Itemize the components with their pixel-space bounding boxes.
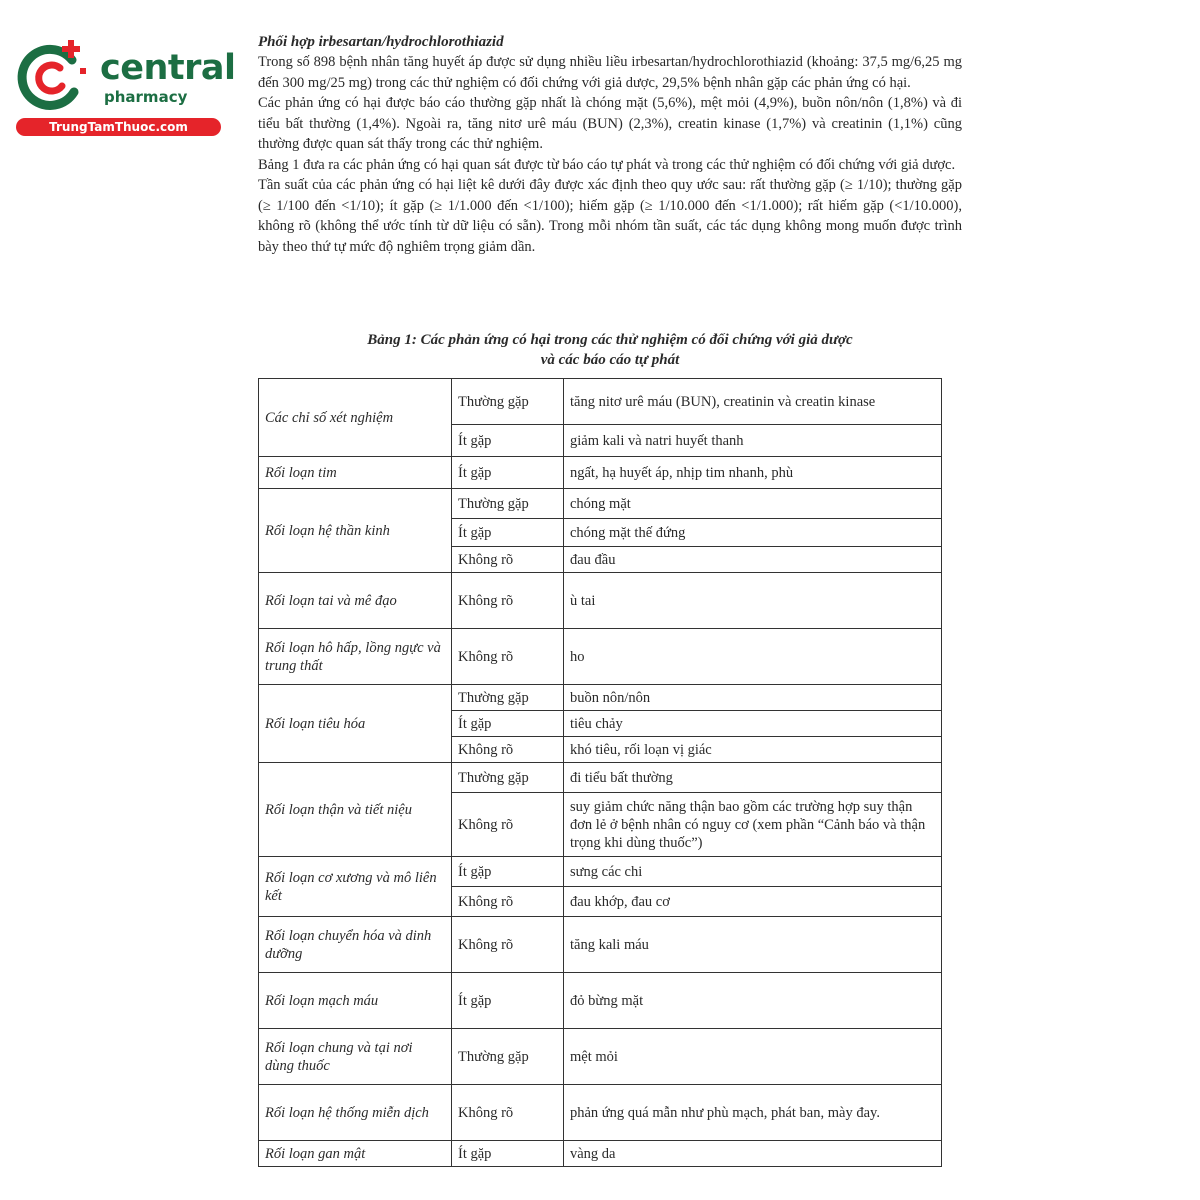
effect-cell: suy giảm chức năng thận bao gồm các trường hợp suy thận đơn lẻ ở bệnh nhân có nguy cơ (xem phần “Cảnh báo và thận trọng khi dùng thuốc”): [564, 793, 942, 857]
frequency-cell: Không rõ: [452, 547, 564, 573]
frequency-cell: Ít gặp: [452, 519, 564, 547]
table-row: [259, 763, 942, 793]
brand-logo: [12, 38, 236, 138]
frequency-cell: Ít gặp: [452, 857, 564, 887]
effect-cell: chóng mặt thế đứng: [564, 519, 942, 547]
frequency-cell: Ít gặp: [452, 711, 564, 737]
frequency-cell: Không rõ: [452, 917, 564, 973]
frequency-cell: Thường gặp: [452, 1029, 564, 1085]
table-row: [259, 917, 942, 973]
frequency-cell: Thường gặp: [452, 489, 564, 519]
table-caption-line: Bảng 1: Các phản ứng có hại trong các thử nghiệm có đối chứng với giả dược: [367, 332, 853, 348]
effect-cell: đau khớp, đau cơ: [564, 887, 942, 917]
paragraph: Tần suất của các phản ứng có hại liệt kê dưới đây được xác định theo quy ước sau: rất thường gặp (≥ 1/10); thường gặp (≥ 1/100 đến <1/10); ít gặp (≥ 1/1.000 đến <1/100); hiếm gặp (≥ 1/10.000 đến <1/1.000); rất hiếm gặp (<1/10.000), không rõ (không thể ước tính từ dữ liệu có sẵn). Trong mỗi nhóm tần suất, các tác dụng không mong muốn được trình bày theo thứ tự mức độ nghiêm trọng giảm dần.: [258, 177, 962, 255]
frequency-cell: Không rõ: [452, 1085, 564, 1141]
effect-cell: tiêu chảy: [564, 711, 942, 737]
organ-system-cell: Rối loạn hệ thần kinh: [259, 489, 452, 573]
effect-cell: ù tai: [564, 573, 942, 629]
effect-cell: vàng da: [564, 1141, 942, 1167]
table-row: [259, 489, 942, 519]
organ-system-cell: Rối loạn chung và tại nơi dùng thuốc: [259, 1029, 452, 1085]
paragraph: Trong số 898 bệnh nhân tăng huyết áp được sử dụng nhiều liều irbesartan/hydrochlorothiazid (khoảng: 37,5 mg/6,25 mg đến 300 mg/25 mg) trong các thử nghiệm có đối chứng với giả dược, 29,5% bệnh nhân gặp các phản ứng có hại.: [258, 54, 962, 91]
frequency-cell: Thường gặp: [452, 685, 564, 711]
effect-cell: tăng kali máu: [564, 917, 942, 973]
frequency-cell: Ít gặp: [452, 973, 564, 1029]
document-body: [258, 32, 962, 257]
effect-cell: mệt mỏi: [564, 1029, 942, 1085]
frequency-cell: Ít gặp: [452, 457, 564, 489]
effect-cell: chóng mặt: [564, 489, 942, 519]
table-row: [259, 973, 942, 1029]
table-row: [259, 457, 942, 489]
effect-cell: phản ứng quá mẫn như phù mạch, phát ban, mày đay.: [564, 1085, 942, 1141]
frequency-cell: Không rõ: [452, 737, 564, 763]
brand-url: TrungTamThuoc.com: [16, 118, 221, 136]
effect-cell: đau đầu: [564, 547, 942, 573]
table-row: [259, 629, 942, 685]
paragraph: Bảng 1 đưa ra các phản ứng có hại quan sát được từ báo cáo tự phát và trong các thử nghiệm có đối chứng với giả dược.: [258, 156, 956, 173]
organ-system-cell: Rối loạn chuyển hóa và dinh dưỡng: [259, 917, 452, 973]
section-title: Phối hợp irbesartan/hydrochlorothiazid: [258, 34, 504, 50]
organ-system-cell: Rối loạn tai và mê đạo: [259, 573, 452, 629]
effect-cell: buồn nôn/nôn: [564, 685, 942, 711]
effect-cell: khó tiêu, rối loạn vị giác: [564, 737, 942, 763]
table-row: [259, 379, 942, 425]
organ-system-cell: Rối loạn thận và tiết niệu: [259, 763, 452, 857]
organ-system-cell: Rối loạn hô hấp, lồng ngực và trung thất: [259, 629, 452, 685]
table-row: [259, 857, 942, 887]
table-row: [259, 573, 942, 629]
table-caption: [258, 330, 962, 370]
organ-system-cell: Rối loạn gan mật: [259, 1141, 452, 1167]
frequency-cell: Ít gặp: [452, 1141, 564, 1167]
frequency-cell: Không rõ: [452, 793, 564, 857]
frequency-cell: Không rõ: [452, 629, 564, 685]
organ-system-cell: Rối loạn mạch máu: [259, 973, 452, 1029]
frequency-cell: Không rõ: [452, 573, 564, 629]
frequency-cell: Thường gặp: [452, 379, 564, 425]
organ-system-cell: Rối loạn cơ xương và mô liên kết: [259, 857, 452, 917]
effect-cell: đỏ bừng mặt: [564, 973, 942, 1029]
frequency-cell: Thường gặp: [452, 763, 564, 793]
effect-cell: ho: [564, 629, 942, 685]
central-pharmacy-logo-icon: [12, 38, 90, 116]
organ-system-cell: Các chỉ số xét nghiệm: [259, 379, 452, 457]
brand-subtitle: pharmacy: [104, 88, 188, 106]
effect-cell: tăng nitơ urê máu (BUN), creatinin và creatin kinase: [564, 379, 942, 425]
effect-cell: giảm kali và natri huyết thanh: [564, 425, 942, 457]
brand-name: central: [100, 48, 236, 88]
table-caption-line: và các báo cáo tự phát: [540, 352, 680, 368]
table-row: [259, 1029, 942, 1085]
frequency-cell: Không rõ: [452, 887, 564, 917]
table-row: [259, 685, 942, 711]
effect-cell: sưng các chi: [564, 857, 942, 887]
table-row: [259, 1141, 942, 1167]
paragraph: Các phản ứng có hại được báo cáo thường gặp nhất là chóng mặt (5,6%), mệt mỏi (4,9%), buồn nôn/nôn (1,8%) và đi tiểu bất thường (1,4%). Ngoài ra, tăng nitơ urê máu (BUN) (2,3%), creatin kinase (1,7%) và creatinin (1,1%) cũng thường được quan sát thấy trong các thử nghiệm.: [258, 95, 962, 152]
effect-cell: ngất, hạ huyết áp, nhịp tim nhanh, phù: [564, 457, 942, 489]
organ-system-cell: Rối loạn hệ thống miễn dịch: [259, 1085, 452, 1141]
effect-cell: đi tiểu bất thường: [564, 763, 942, 793]
adverse-reactions-table: [258, 378, 942, 1167]
organ-system-cell: Rối loạn tiêu hóa: [259, 685, 452, 763]
table-row: [259, 1085, 942, 1141]
frequency-cell: Ít gặp: [452, 425, 564, 457]
organ-system-cell: Rối loạn tim: [259, 457, 452, 489]
